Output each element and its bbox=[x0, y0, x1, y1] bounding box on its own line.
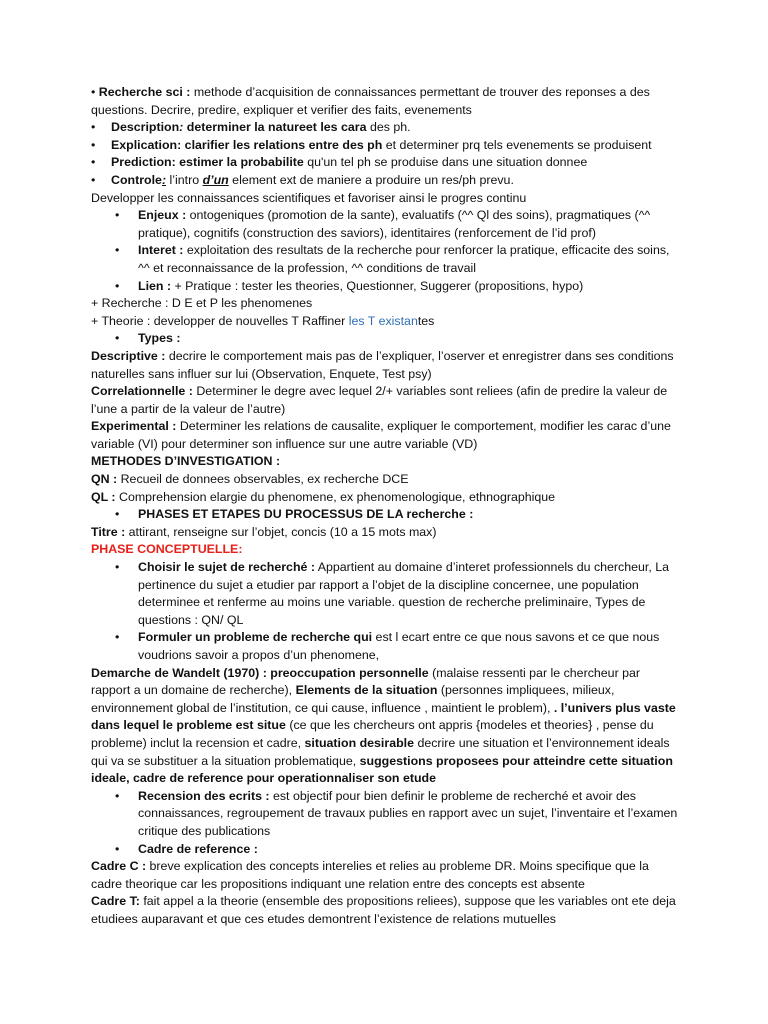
paragraph-recherche: + Recherche : D E et P les phenomenes bbox=[91, 296, 313, 311]
paragraph-experimental: Experimental : Determiner les relations de causalite, expliquer le comportement, modifier les carac d’une variable (VI) pour determiner son influence sur une autre variable (VD) bbox=[91, 419, 671, 451]
list-item-interet: • Interet : exploitation des resultats de la recherche pour renforcer la pratique, efficacite des soins, ^^ et reconnaissance de la profession, ^^ conditions de travail bbox=[91, 242, 681, 277]
paragraph-ql: QL : Comprehension elargie du phenomene, ex phenomenologique, ethnographique bbox=[91, 489, 556, 504]
list-item-recension: • Recension des ecrits : est objectif pour bien definir le probleme de recherché et avoir des connaissances, regroupement de travaux publies en rapport avec un sujet, l’inventaire et l’examen critique des publications bbox=[91, 788, 681, 841]
paragraph-descriptive: Descriptive : decrire le comportement mais pas de l’expliquer, l’oserver et enregistrer dans ses conditions naturelles sans influer sur lui (Observation, Enquete, Test psy) bbox=[91, 348, 674, 381]
list-recension bbox=[91, 788, 681, 858]
list-objectifs bbox=[91, 119, 681, 189]
bullet-icon: • bbox=[91, 85, 96, 99]
list-item-phases: • PHASES ET ETAPES DU PROCESSUS DE LA recherche : bbox=[91, 506, 681, 524]
list-item-formuler-probleme: • Formuler un probleme de recherche qui est l ecart entre ce que nous savons et ce que nous voudrions savoir a propos d’un phenomene, bbox=[91, 629, 681, 664]
paragraph-cadre-t: Cadre T: fait appel a la theorie (ensemble des propositions reliees), suppose que les variables ont ete deja etudiees auparavant et que ces etudes demontrent l’existence de relations mutuelles bbox=[91, 894, 676, 926]
list-item-lien: • Lien : + Pratique : tester les theories, Questionner, Suggerer (propositions, hypo) bbox=[91, 278, 681, 296]
list-item-description: • Description: determiner la natureet les cara des ph. bbox=[91, 119, 681, 137]
list-item-cadre-reference: • Cadre de reference : bbox=[91, 841, 681, 859]
paragraph-theorie: + Theorie : developper de nouvelles T Raffiner les T existantes bbox=[91, 313, 435, 328]
paragraph-developper: Developper les connaissances scientifiques et favoriser ainsi le progres continu bbox=[91, 190, 527, 205]
list-item-types: • Types : bbox=[91, 330, 681, 348]
list-item-explication: • Explication: clarifier les relations entre des ph et determiner prq tels evenements se produisent bbox=[91, 137, 681, 155]
list-enjeux bbox=[91, 207, 681, 295]
paragraph-qn: QN : Recueil de donnees observables, ex recherche DCE bbox=[91, 472, 409, 487]
paragraph-cadre-c: Cadre C : breve explication des concepts interelies et relies au probleme DR. Moins specifique que la cadre theorique car les propositions indiquant une relation entre des concepts est absente bbox=[91, 859, 649, 891]
paragraph-wandelt: Demarche de Wandelt (1970) : preoccupation personnelle (malaise ressenti par le chercheur par rapport a un domaine de recherche), Elements de la situation (personnes impliquees, milieux, environnement global de l’institution, ce qui cause, influence , maintient le problem), . l’univers plus vaste dans lequel le probleme est situe (ce que les chercheurs ont appris {modeles et theories} , pense du probleme) inclut la recension et cadre, situation desirable decrire une situation et l’environnement ideals qui va se substituer a la situation problematique, suggestions proposees pour atteindre cette situation ideale, cadre de reference pour operationnaliser son etude bbox=[91, 665, 676, 786]
list-item-enjeux: • Enjeux : ontogeniques (promotion de la sante), evaluatifs (^^ Ql des soins), pragmatiques (^^ pratique), cognitifs (construction des saviors), identitaires (renforcement de l’id prof) bbox=[91, 207, 681, 242]
term-recherche-sci: Recherche sci : bbox=[98, 85, 191, 99]
paragraph-recherche-sci bbox=[91, 84, 681, 119]
list-phases bbox=[91, 506, 681, 524]
definition-text: methode d’acquisition de connaissances permettant de trouver des reponses a des questions. Decrire, predire, expliquer et verifier des faits, evenements bbox=[91, 85, 650, 117]
list-item-controle: • Controle: l’intro d’un element ext de maniere a produire un res/ph prevu. bbox=[91, 172, 681, 190]
document-page bbox=[91, 84, 681, 929]
list-types bbox=[91, 330, 681, 348]
paragraph-correlationnelle: Correlationnelle : Determiner le degre avec lequel 2/+ variables sont reliees (afin de predire la valeur de l’une a partir de la valeur de l’autre) bbox=[91, 384, 668, 416]
list-item-prediction: • Prediction: estimer la probabilite qu'un tel ph se produise dans une situation donnee bbox=[91, 154, 681, 172]
list-item-choisir-sujet: • Choisir le sujet de recherché : Appartient au domaine d’interet professionnels du chercheur, La pertinence du sujet a etudier par rapport a l’objet de la discipline concernee, une population determinee et renferme au moins une variable. question de recherche preliminaire, Types de questions : QN/ QL bbox=[91, 559, 681, 629]
paragraph-titre: Titre : attirant, renseigne sur l’objet, concis (10 a 15 mots max) bbox=[91, 524, 437, 539]
heading-phase-conceptuelle: PHASE CONCEPTUELLE: bbox=[91, 542, 243, 557]
heading-methodes: METHODES D’INVESTIGATION : bbox=[91, 454, 281, 469]
list-phase-conceptuelle bbox=[91, 559, 681, 665]
